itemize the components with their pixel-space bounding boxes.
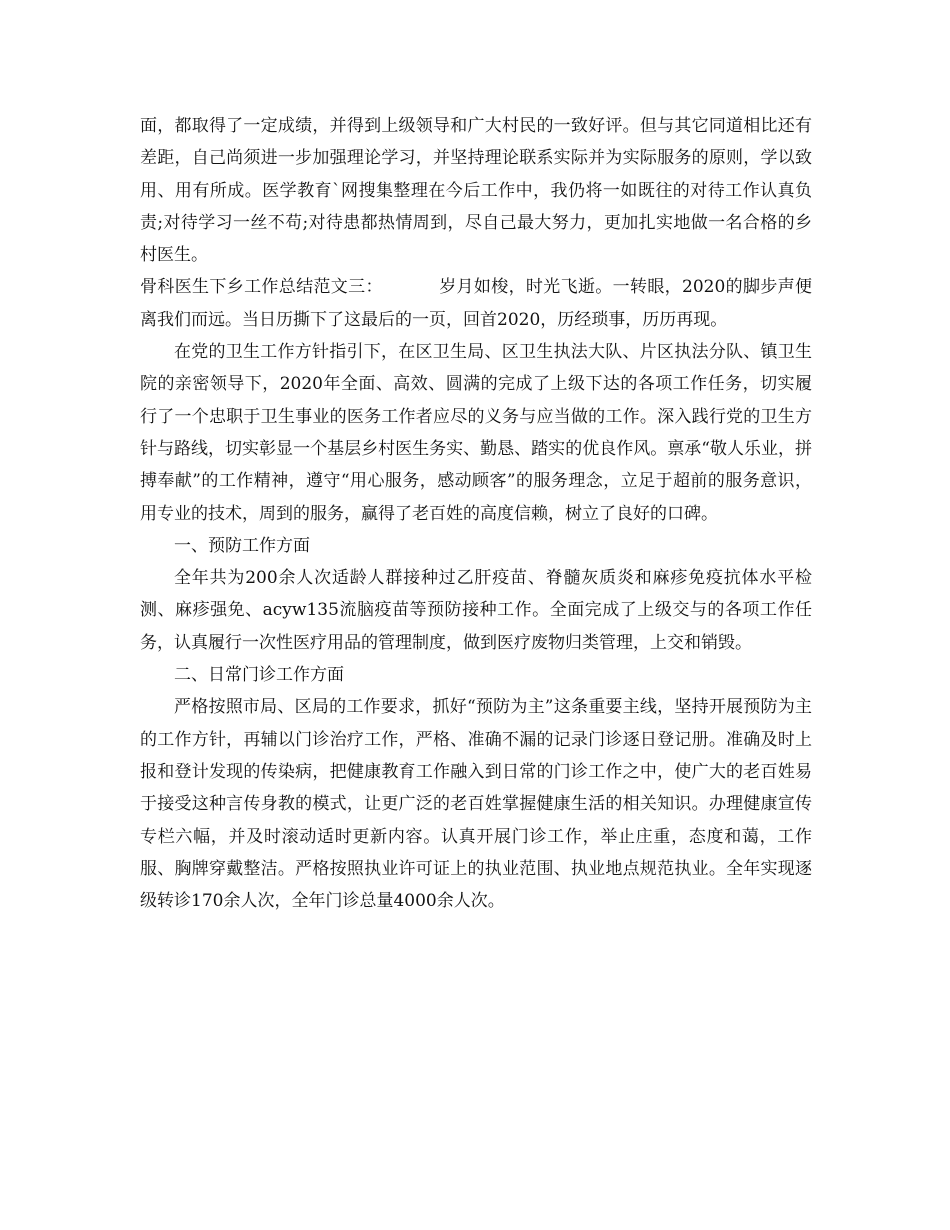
paragraph-prevention [140,562,812,659]
heading-text: 一、预防工作方面 [174,535,310,556]
paragraph-section-three-opening [140,271,812,336]
paragraph-text: 全年共为200余人次适龄人群接种过乙肝疫苗、脊髓灰质炎和麻疹免疫抗体水平检测、麻疹强免、acyw135流脑疫苗等预防接种工作。全面完成了上级交与的各项工作任务，认真履行一次性医疗用品的管理制度，做到医疗废物归类管理，上交和销毁。 [140,568,812,653]
paragraph-text: 岁月如梭，时光飞逝。一转眼，2020的脚步声便离我们而远。当日历撕下了这最后的一页，回首2020，历经琐事，历历再现。 [140,277,813,330]
document-body [140,110,812,917]
paragraph-outpatient [140,691,812,917]
paragraph-text: 在党的卫生工作方针指引下，在区卫生局、区卫生执法大队、片区执法分队、镇卫生院的亲密领导下，2020年全面、高效、圆满的完成了上级下达的各项工作任务，切实履行了一个忠职于卫生事业的医务工作者应尽的义务与应当做的工作。深入践行党的卫生方针与路线，切实彰显一个基层乡村医生务实、勤恳、踏实的优良作风。禀承“敬人乐业，拼搏奉献”的工作精神，遵守“用心服务，感动顾客”的服务理念，立足于超前的服务意识，用专业的技术，周到的服务，赢得了老百姓的高度信赖，树立了良好的口碑。 [140,342,812,524]
heading-outpatient [140,659,812,691]
heading-prevention [140,530,812,562]
paragraph-text: 面，都取得了一定成绩，并得到上级领导和广大村民的一致好评。但与其它同道相比还有差距，自己尚须进一步加强理论学习，并坚持理论联系实际并为实际服务的原则，学以致用、用有所成。医学教育`网搜集整理在今后工作中，我仍将一如既往的对待工作认真负责;对待学习一丝不苟;对待患都热情周到，尽自己最大努力，更加扎实地做一名合格的乡村医生。 [140,116,812,266]
paragraph-overview [140,336,812,530]
heading-text: 二、日常门诊工作方面 [174,665,344,686]
paragraph-closing-summary [140,110,812,271]
paragraph-text: 严格按照市局、区局的工作要求，抓好“预防为主”这条重要主线，坚持开展预防为主的工作方针，再辅以门诊治疗工作，严格、准确不漏的记录门诊逐日登记册。准确及时上报和登计发现的传染病，把健康教育工作融入到日常的门诊工作之中，使广大的老百姓易于接受这种言传身教的模式，让更广泛的老百姓掌握健康生活的相关知识。办理健康宣传专栏六幅，并及时滚动适时更新内容。认真开展门诊工作，举止庄重，态度和蔼，工作服、胸牌穿戴整洁。严格按照执业许可证上的执业范围、执业地点规范执业。全年实现逐级转诊170余人次，全年门诊总量4000余人次。 [140,697,812,912]
section-title: 骨科医生下乡工作总结范文三： [140,277,383,298]
